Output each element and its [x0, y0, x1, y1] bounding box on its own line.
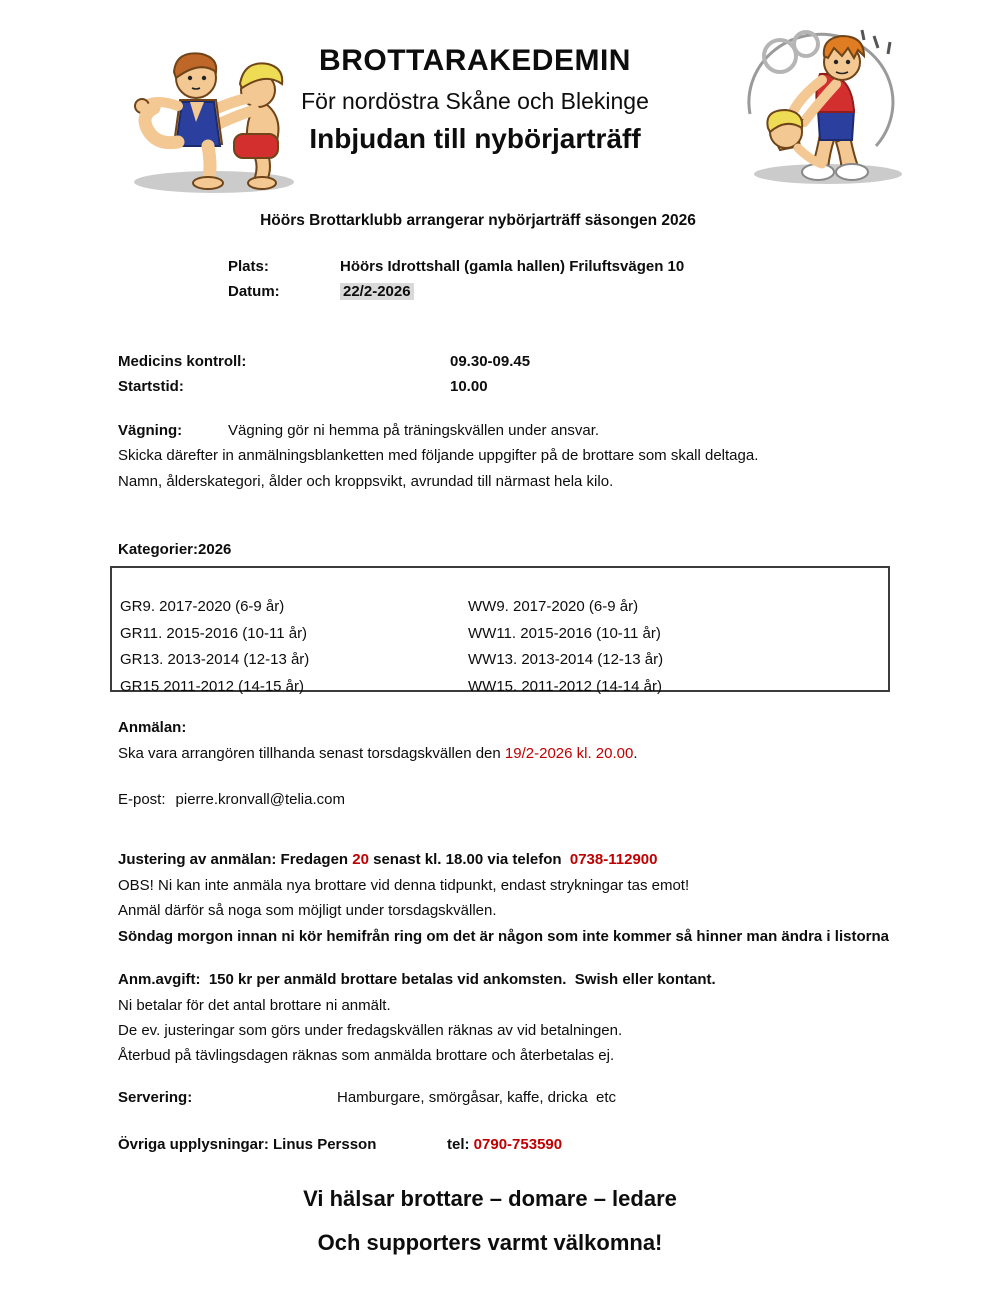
- red-shirt-wrestler: [790, 36, 868, 180]
- medical-check-label: Medicins kontroll:: [118, 353, 247, 370]
- catering-value: Hamburgare, smörgåsar, kaffe, dricka etc: [337, 1089, 617, 1106]
- adjustment-line4: Söndag morgon innan ni kör hemifrån ring om det är någon som inte kommer så hinner man ändra i listorna: [118, 928, 889, 945]
- plats-value: Höörs Idrottshall (gamla hallen) Friluftsvägen 10: [340, 258, 685, 275]
- categories-heading: Kategorier:2026: [118, 541, 232, 558]
- fee-line1: Anm.avgift: 150 kr per anmäld brottare betalas vid ankomsten. Swish eller kontant.: [118, 971, 716, 988]
- arranger-line: Höörs Brottarklubb arrangerar nybörjarträff säsongen 2026: [260, 212, 696, 229]
- datum-value-highlighted: 22/2-2026: [340, 283, 414, 300]
- adjustment-line2: OBS! Ni kan inte anmäla nya brottare vid denna tidpunkt, endast strykningar tas emot!: [118, 877, 690, 894]
- adjustment-day: 20: [352, 851, 369, 868]
- wrestling-kids-illustration-right: [724, 14, 916, 192]
- weighin-line3: Namn, ålderskategori, ålder och kroppsvikt, avrundad till närmast hela kilo.: [118, 473, 614, 490]
- category-ww15: WW15. 2011-2012 (14-14 år): [468, 677, 662, 695]
- page-title: BROTTARAKEDEMIN: [319, 44, 631, 77]
- datum-label: Datum:: [228, 283, 280, 300]
- weighin-label: Vägning:: [118, 422, 183, 439]
- deadline-date: 19/2-2026 kl. 20.00: [504, 745, 634, 762]
- catering-label: Servering:: [118, 1089, 193, 1106]
- registration-heading: Anmälan:: [118, 719, 187, 736]
- weighin-line1: Vägning gör ni hemma på träningskvällen under ansvar.: [228, 422, 600, 439]
- adjustment-line3: Anmäl därför så noga som möjligt under torsdagskvällen.: [118, 902, 497, 919]
- weighin-line2: Skicka därefter in anmälningsblanketten med följande uppgifter på de brottare som skall deltaga.: [118, 447, 759, 464]
- fee-line3: De ev. justeringar som görs under fredagskvällen räknas av vid betalningen.: [118, 1022, 623, 1039]
- category-gr15: GR15 2011-2012 (14-15 år): [120, 677, 304, 695]
- category-ww11: WW11. 2015-2016 (10-11 år): [468, 624, 661, 642]
- header: [245, 44, 705, 155]
- invitation-title: Inbjudan till nybörjarträff: [309, 123, 641, 154]
- adjustment-prefix: Justering av anmälan: Fredagen: [118, 851, 353, 868]
- adjustment-mid: senast kl. 18.00 via telefon: [368, 851, 570, 868]
- tel-number: 0790-753590: [473, 1136, 563, 1153]
- adjustment-phone: 0738-112900: [569, 851, 658, 868]
- start-time-value: 10.00: [450, 378, 488, 395]
- email-label: E-post:: [118, 791, 166, 808]
- brown-haired-wrestler-front: [135, 53, 223, 189]
- categories-box: [110, 566, 890, 695]
- category-gr9: GR9. 2017-2020 (6-9 år): [120, 598, 285, 615]
- page-subtitle: För nordöstra Skåne och Blekinge: [301, 88, 649, 114]
- category-gr11: GR11. 2015-2016 (10-11 år): [120, 624, 308, 642]
- email-line: [118, 791, 345, 808]
- footer-welcome-line2: Och supporters varmt välkomna!: [317, 1230, 663, 1255]
- contact-phone-line: [447, 1136, 562, 1153]
- category-ww13: WW13. 2013-2014 (12-13 år): [468, 651, 664, 668]
- deadline-prefix: Ska vara arrangören tillhanda senast torsdagskvällen den: [118, 745, 505, 762]
- category-ww9: WW9. 2017-2020 (6-9 år): [468, 598, 639, 615]
- plats-label: Plats:: [228, 258, 269, 275]
- categories-column-gr: [120, 594, 309, 700]
- medical-check-time: 09.30-09.45: [450, 353, 531, 370]
- contact-label: Övriga upplysningar: Linus Persson: [118, 1136, 377, 1153]
- tel-label: tel:: [447, 1136, 470, 1153]
- email-address: pierre.kronvall@telia.com: [175, 791, 345, 808]
- adjustment-line1: [118, 851, 657, 868]
- categories-column-ww: [468, 594, 663, 700]
- start-time-label: Startstid:: [118, 378, 184, 395]
- deadline-suffix: .: [633, 745, 638, 762]
- fee-line2: Ni betalar för det antal brottare ni anmält.: [118, 997, 391, 1014]
- footer-welcome-line1: Vi hälsar brottare – domare – ledare: [303, 1186, 677, 1211]
- registration-deadline-line: [118, 745, 638, 762]
- blond-wrestler-headlocked: [767, 110, 822, 164]
- fee-line4: Återbud på tävlingsdagen räknas som anmälda brottare och återbetalas ej.: [118, 1047, 615, 1064]
- category-gr13: GR13. 2013-2014 (12-13 år): [120, 651, 310, 668]
